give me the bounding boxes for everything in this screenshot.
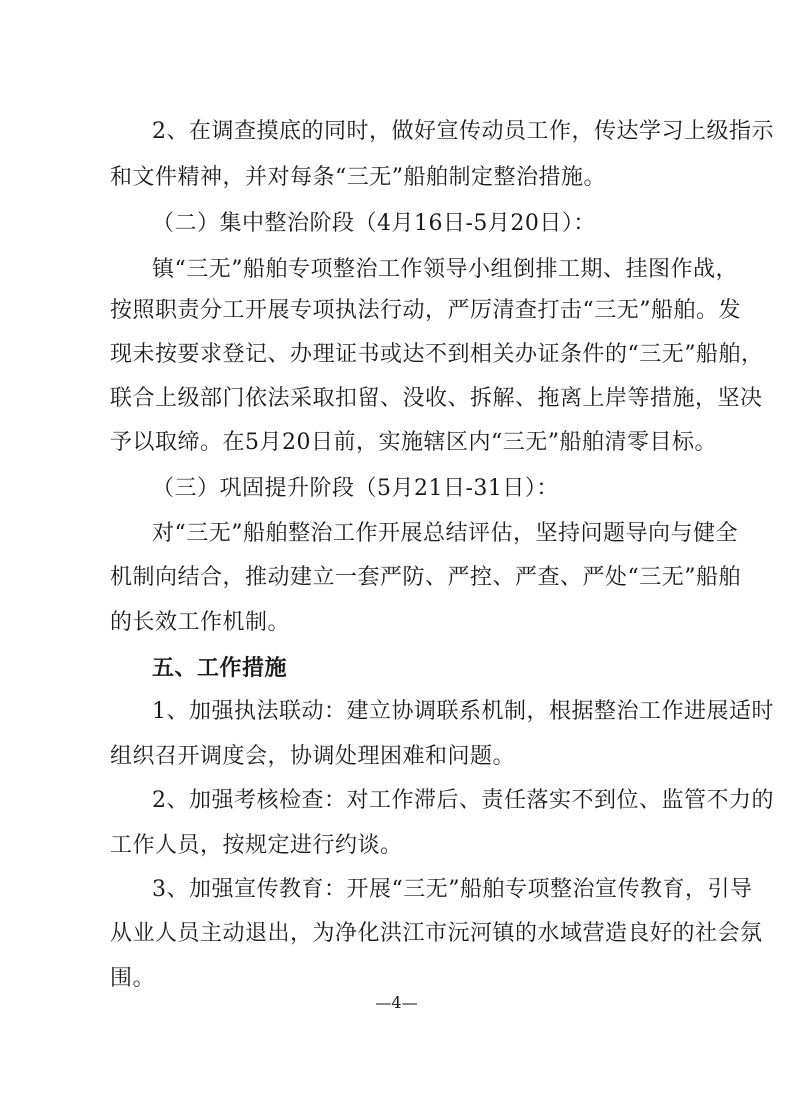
text-line-8: 予以取缔。在5月20日前，实施辖区内“三无”船舶清零目标。 (110, 430, 717, 455)
section-heading-consolidation: （三）巩固提升阶段（5月21日-31日）： (152, 476, 559, 501)
text-line-15: 组织召开调度会，协调处理困难和问题。 (110, 744, 516, 769)
text-line-4: 镇“三无”船舶专项整治工作领导小组倒排工期、挂图作战， (152, 257, 738, 282)
text-line-20: 围。 (110, 966, 156, 991)
page-number: —4— (375, 993, 418, 1012)
text-line-7: 联合上级部门依法采取扣留、没收、拆解、拖离上岸等措施，坚决 (110, 386, 763, 411)
text-line-10: 对“三无”船舶整治工作开展总结评估，坚持问题导向与健全 (152, 521, 738, 546)
text-line-17: 工作人员，按规定进行约谈。 (110, 833, 403, 858)
text-line-12: 的长效工作机制。 (110, 610, 291, 635)
text-line-14: 1、加强执法联动：建立协调联系机制，根据整治工作进展适时 (152, 699, 774, 724)
section-heading-work-measures: 五、工作措施 (152, 655, 288, 681)
section-heading-concentrated-rectification: （二）集中整治阶段（4月16日-5月20日）： (152, 211, 596, 236)
text-line-6: 现未按要求登记、办理证书或达不到相关办证条件的“三无”船舶， (110, 342, 764, 367)
text-line-16: 2、加强考核检查：对工作滞后、责任落实不到位、监管不力的 (152, 788, 774, 813)
text-line-18: 3、加强宣传教育：开展“三无”船舶专项整治宣传教育，引导 (152, 877, 753, 902)
text-line-1: 2、在调查摸底的同时，做好宣传动员工作，传达学习上级指示 (152, 119, 774, 144)
text-line-5: 按照职责分工开展专项执法行动，严厉清查打击“三无”船舶。发 (110, 298, 741, 323)
text-line-2: 和文件精神，并对每条“三无”船舶制定整治措施。 (110, 165, 606, 190)
text-line-11: 机制向结合，推动建立一套严防、严控、严查、严处“三无”船舶 (110, 565, 741, 590)
text-line-19: 从业人员主动退出，为净化洪江市沅河镇的水域营造良好的社会氛 (110, 921, 763, 946)
